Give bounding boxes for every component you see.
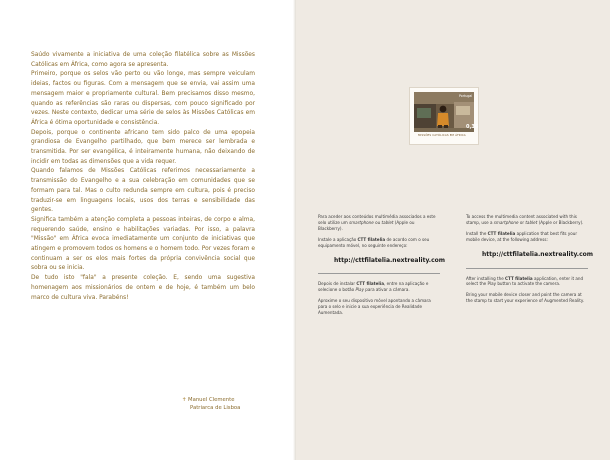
divider xyxy=(466,268,588,269)
foreword-paragraph: Quando falamos de Missões Católicas referimos necessariamente a transmissão do Evangelho e a sua celebração em comunidades que se formam para tal. Mas o culto redunda sempre em cultura, pois é preciso traduzir-se em linguagens locais, usos dos terras e sensibilidade das gentes. xyxy=(31,168,255,214)
foreword-text xyxy=(31,51,255,303)
instructions-pt xyxy=(318,214,446,321)
foreword-paragraph: Significa também a atenção completa a pessoas inteiras, de corpo e alma, requerendo saúde, ensino e habilitações variadas. Por isso, a palavra "Missão" em África evoca imediatamente um conjunto de iniciativas que atingem e promovem todos os homens e o homem todo. Por vezes foram e continuam a ser os elos mais fortes da própria convivência social que sobra ou se inicia. xyxy=(31,216,255,272)
signature-block xyxy=(182,396,240,412)
en-after-install: After installing the CTT filatelia application, enter it and select the Play button to activate the camera. xyxy=(466,275,584,287)
divider xyxy=(318,273,440,274)
stamp-value: 0,36 xyxy=(466,124,479,130)
stamp-country: Portugal xyxy=(459,94,473,98)
foreword-paragraph: Depois, porque o continente africano tem sido palco de uma epopeia grandiosa de Evangelho partilhado, que bem merece ser lembrada e transmitida. Por ser evangélica, é inteiramente humana, não deixando de incidir em todas as dimensões que a vida requer. xyxy=(31,129,255,165)
foreword-paragraph: Primeiro, porque os selos vão perto ou vão longe, mas sempre veiculam ideias, factos ou figuras. Com a mensagem que se envia, vai assim uma mensagem maior e propriamente cultural. Bem precisamos disso mesmo, quando as referências são raras ou dispersas, com pouco significado por vezes. Neste contexto, dedicar uma série de selos às Missões Católicas em África é ótima oportunidade e consistência. xyxy=(31,71,255,126)
cross-icon: ✝ xyxy=(182,397,187,403)
pt-intro: Para aceder aos conteúdos multimédia associados a este selo utilize um smartphone ou tablet (Apple ou Blackberry). xyxy=(318,214,436,231)
pt-url-link[interactable]: http://cttfilatelia.nextreality.com xyxy=(334,256,446,264)
en-url-link[interactable]: http://cttfilatelia.nextreality.com xyxy=(482,250,594,258)
pt-after-install: Depois de instalar CTT filatelia, entre na aplicação e selecione o botão Play para ativar a câmara. xyxy=(318,281,429,293)
en-intro: To access the multimedia content associated with this stamp, use a smartphone or tablet (Apple or Blackberry). xyxy=(466,214,584,225)
signature-name: Manuel Clemente xyxy=(188,397,235,403)
left-page xyxy=(0,0,296,460)
stamp-photo xyxy=(414,92,474,132)
pt-approach: Aproxime o seu dispositivo móvel apontando a câmara para o selo e inicie a sua experiência de Realidade Aumentada. xyxy=(318,298,431,316)
stamp-caption: MISSÕES CATÓLICAS EM ÁFRICA xyxy=(418,133,466,137)
en-install: Install the CTT filatelia application that best fits your mobile device, at the following address: xyxy=(466,230,578,242)
stamp-image xyxy=(410,88,478,144)
signature-title: Patriarca de Lisboa xyxy=(190,405,241,411)
pt-install: Instale a aplicação CTT filatelia de acordo com o seu equipamento móvel, no seguinte endereço: xyxy=(318,236,430,248)
en-approach: Bring your mobile device closer and point the camera at the stamp to start your experience of Augmented Reality. xyxy=(466,292,584,304)
instructions-en xyxy=(466,214,594,309)
foreword-paragraph: De tudo isto "fala" a presente coleção. E, sendo uma sugestiva homenagem aos missionários de ontem e de hoje, é também um belo marco de cultura viva. Parabéns! xyxy=(31,275,255,301)
foreword-paragraph: Saúdo vivamente a iniciativa de uma coleção filatélica sobre as Missões Católicas em África, como agora se apresenta. xyxy=(31,52,255,68)
